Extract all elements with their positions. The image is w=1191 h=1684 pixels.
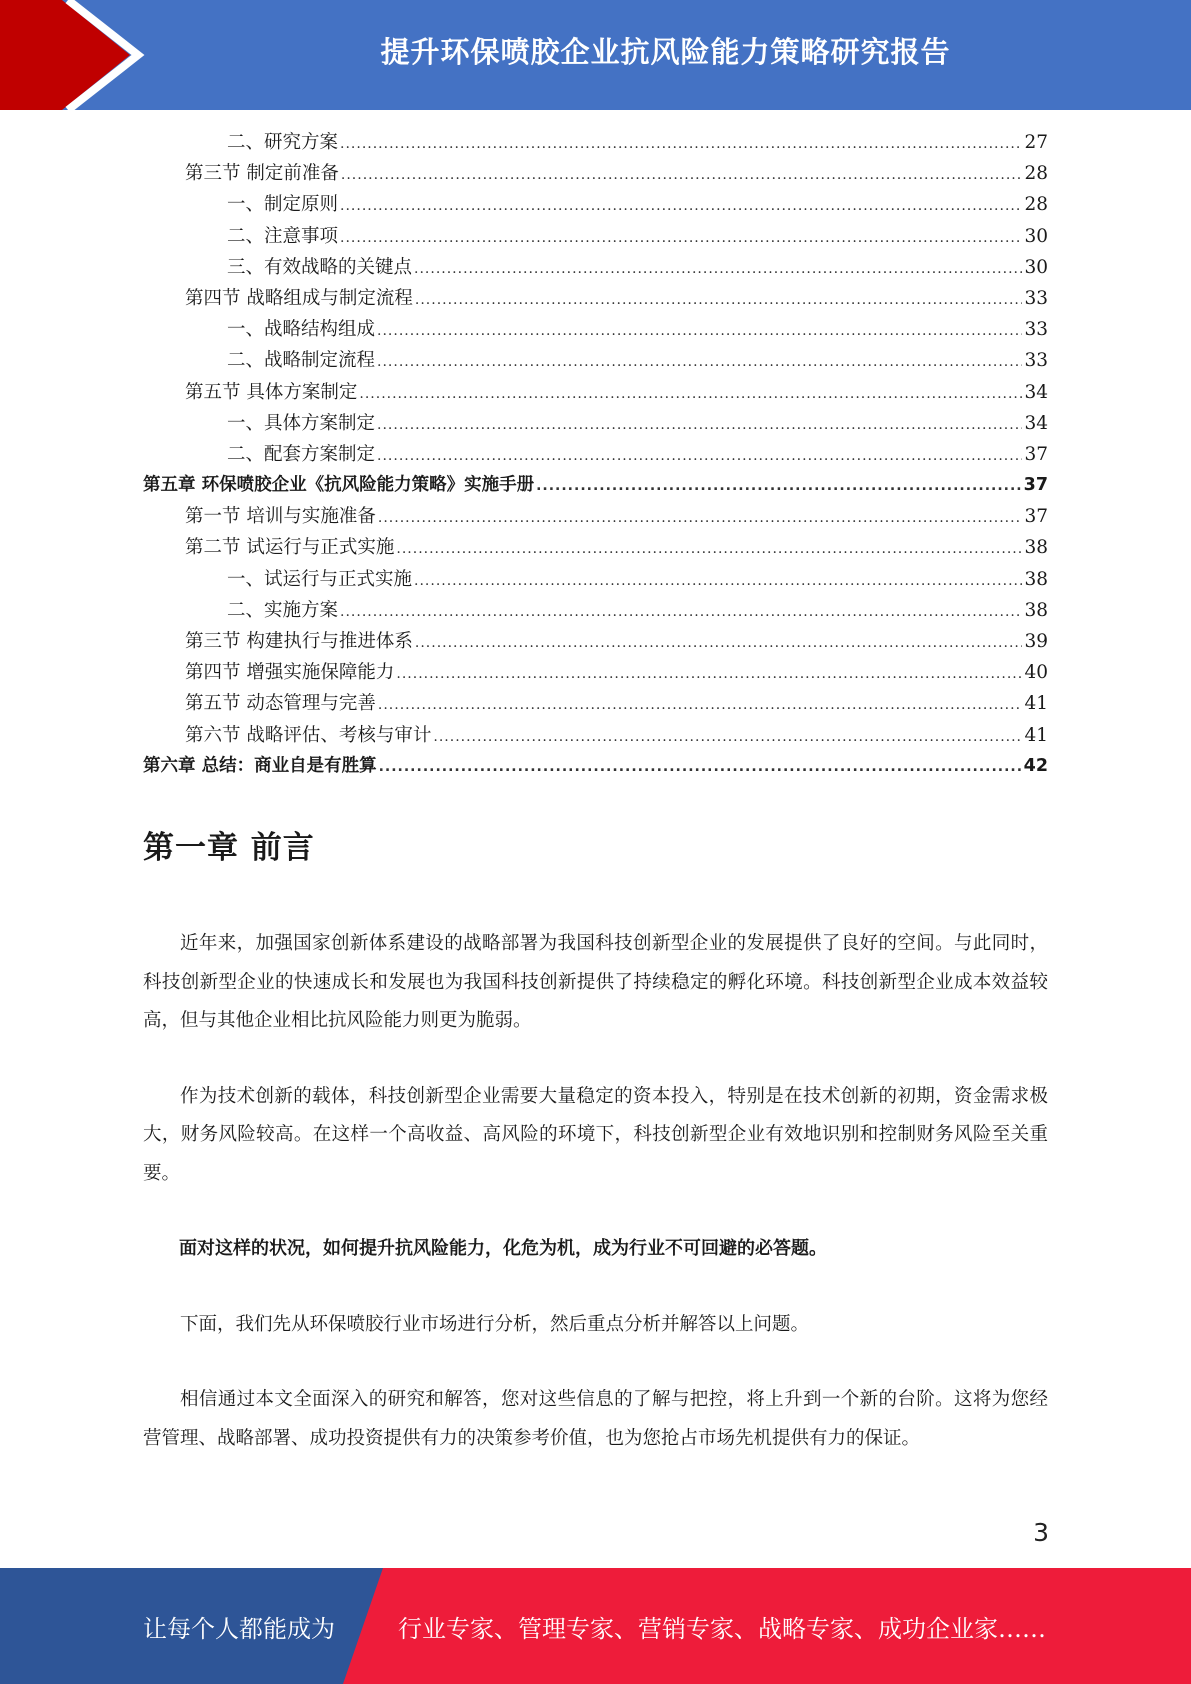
toc-entry[interactable] bbox=[143, 565, 1048, 596]
toc-entry-page: 41 bbox=[1024, 724, 1048, 746]
toc-entry-page: 38 bbox=[1024, 537, 1048, 559]
toc-entry-page: 39 bbox=[1024, 631, 1048, 652]
toc-entry-title: 第四节 战略组成与制定流程 bbox=[185, 287, 413, 309]
toc-dot-leader bbox=[414, 573, 1022, 589]
toc-entry-title: 第二节 试运行与正式实施 bbox=[185, 537, 395, 559]
toc-dot-leader bbox=[378, 510, 1023, 526]
toc-entry[interactable] bbox=[143, 596, 1048, 627]
toc-entry[interactable] bbox=[143, 284, 1048, 315]
toc-entry-title: 一、制定原则 bbox=[227, 194, 339, 216]
toc-entry-page: 33 bbox=[1024, 287, 1048, 309]
toc-dot-leader bbox=[377, 448, 1022, 464]
toc-entry-page: 40 bbox=[1024, 662, 1048, 684]
footer-slogan-left: 让每个人都能成为 bbox=[143, 1614, 335, 1643]
toc-entry-page: 30 bbox=[1024, 256, 1048, 278]
toc-entry[interactable] bbox=[143, 721, 1048, 752]
toc-entry-page: 42 bbox=[1023, 755, 1048, 776]
toc-entry-title: 二、战略制定流程 bbox=[227, 350, 376, 372]
toc-entry[interactable] bbox=[143, 440, 1048, 471]
toc-dot-leader bbox=[340, 230, 1022, 246]
toc-dot-leader bbox=[340, 136, 1022, 152]
toc-entry[interactable] bbox=[143, 378, 1048, 409]
toc-entry-page: 38 bbox=[1024, 599, 1048, 621]
toc-dot-leader bbox=[377, 417, 1022, 433]
toc-entry[interactable] bbox=[143, 315, 1048, 346]
toc-entry[interactable] bbox=[143, 752, 1048, 783]
toc-entry-title: 二、研究方案 bbox=[227, 132, 339, 153]
toc-entry-title: 第三节 构建执行与推进体系 bbox=[185, 631, 413, 652]
toc-dot-leader bbox=[377, 354, 1022, 370]
toc-dot-leader bbox=[379, 759, 1022, 775]
toc-entry-title: 第一节 培训与实施准备 bbox=[185, 506, 376, 528]
page-footer bbox=[0, 1568, 1191, 1684]
toc-entry-title: 二、实施方案 bbox=[227, 599, 339, 621]
toc-entry[interactable] bbox=[143, 689, 1048, 720]
table-of-contents bbox=[143, 128, 1048, 783]
toc-entry-page: 37 bbox=[1024, 443, 1048, 465]
toc-entry[interactable] bbox=[143, 159, 1048, 190]
toc-entry[interactable] bbox=[143, 222, 1048, 253]
toc-entry[interactable] bbox=[143, 346, 1048, 377]
chapter-body bbox=[143, 925, 1048, 1495]
toc-entry[interactable] bbox=[143, 627, 1048, 658]
toc-entry[interactable] bbox=[143, 190, 1048, 221]
toc-entry-title: 二、配套方案制定 bbox=[227, 443, 376, 465]
body-paragraph: 近年来，加强国家创新体系建设的战略部署为我国科技创新型企业的发展提供了良好的空间。与此同时，科技创新型企业的快速成长和发展也为我国科技创新提供了持续稳定的孵化环境。科技创新型企业成本效益较高，但与其他企业相比抗风险能力则更为脆弱。 bbox=[143, 933, 1048, 1031]
toc-dot-leader bbox=[378, 697, 1023, 713]
toc-entry-title: 一、战略结构组成 bbox=[227, 319, 376, 341]
toc-entry[interactable] bbox=[143, 502, 1048, 533]
toc-entry-title: 第六章 总结：商业自是有胜算 bbox=[143, 755, 377, 776]
toc-dot-leader bbox=[536, 478, 1022, 494]
toc-entry[interactable] bbox=[143, 658, 1048, 689]
toc-entry-page: 30 bbox=[1024, 225, 1048, 247]
emphasis-paragraph: 面对这样的状况，如何提升抗风险能力，化危为机，成为行业不可回避的必答题。 bbox=[179, 1238, 827, 1259]
page-number: 3 bbox=[1033, 1518, 1049, 1547]
body-paragraph: 下面，我们先从环保喷胶行业市场进行分析，然后重点分析并解答以上问题。 bbox=[180, 1313, 810, 1335]
toc-dot-leader bbox=[341, 167, 1023, 183]
toc-entry[interactable] bbox=[143, 253, 1048, 284]
chevron-arrow-icon bbox=[0, 0, 160, 110]
toc-entry-page: 28 bbox=[1024, 194, 1048, 216]
toc-entry[interactable] bbox=[143, 128, 1048, 159]
toc-entry-title: 第六节 战略评估、考核与审计 bbox=[185, 724, 432, 746]
toc-entry-title: 第五章 环保喷胶企业《抗风险能力策略》实施手册 bbox=[143, 475, 535, 496]
toc-dot-leader bbox=[415, 635, 1023, 651]
toc-entry-page: 33 bbox=[1024, 350, 1048, 372]
toc-entry[interactable] bbox=[143, 471, 1048, 502]
toc-entry[interactable] bbox=[143, 409, 1048, 440]
toc-entry-page: 34 bbox=[1024, 412, 1048, 434]
toc-dot-leader bbox=[396, 541, 1022, 557]
toc-entry-title: 第三节 制定前准备 bbox=[185, 163, 339, 185]
toc-entry-title: 第五节 动态管理与完善 bbox=[185, 693, 376, 715]
report-title: 提升环保喷胶企业抗风险能力策略研究报告 bbox=[380, 34, 951, 69]
toc-dot-leader bbox=[377, 323, 1022, 339]
toc-entry-page: 37 bbox=[1023, 475, 1048, 496]
toc-entry-title: 二、注意事项 bbox=[227, 225, 339, 247]
toc-dot-leader bbox=[340, 604, 1022, 620]
toc-dot-leader bbox=[340, 198, 1022, 214]
body-paragraph: 作为技术创新的载体，科技创新型企业需要大量稳定的资本投入，特别是在技术创新的初期，资金需求极大，财务风险较高。在这样一个高收益、高风险的环境下，科技创新型企业有效地识别和控制财务风险至关重要。 bbox=[143, 1085, 1048, 1184]
toc-entry[interactable] bbox=[143, 533, 1048, 564]
toc-entry-page: 28 bbox=[1024, 163, 1048, 185]
toc-entry-page: 33 bbox=[1024, 319, 1048, 341]
toc-entry-page: 37 bbox=[1024, 506, 1048, 528]
toc-dot-leader bbox=[415, 292, 1023, 308]
toc-dot-leader bbox=[433, 729, 1022, 745]
toc-dot-leader bbox=[414, 261, 1022, 277]
toc-entry-page: 38 bbox=[1024, 568, 1048, 590]
toc-dot-leader bbox=[396, 666, 1022, 682]
page-header bbox=[0, 0, 1191, 110]
footer-slogan-right: 行业专家、管理专家、营销专家、战略专家、成功企业家…… bbox=[398, 1614, 1046, 1643]
toc-entry-title: 一、具体方案制定 bbox=[227, 412, 376, 434]
toc-entry-page: 34 bbox=[1024, 381, 1048, 403]
toc-entry-title: 第五节 具体方案制定 bbox=[185, 381, 358, 403]
toc-entry-page: 41 bbox=[1024, 693, 1048, 715]
body-paragraph: 相信通过本文全面深入的研究和解答，您对这些信息的了解与把控，将上升到一个新的台阶。这将为您经营管理、战略部署、成功投资提供有力的决策参考价值，也为您抢占市场先机提供有力的保证。 bbox=[143, 1389, 1048, 1449]
toc-dot-leader bbox=[359, 386, 1022, 402]
toc-entry-page: 27 bbox=[1024, 132, 1048, 153]
chapter-title: 第一章 前言 bbox=[143, 830, 315, 866]
toc-entry-title: 第四节 增强实施保障能力 bbox=[185, 662, 395, 684]
toc-entry-title: 一、试运行与正式实施 bbox=[227, 568, 413, 590]
toc-entry-title: 三、有效战略的关键点 bbox=[227, 256, 413, 278]
